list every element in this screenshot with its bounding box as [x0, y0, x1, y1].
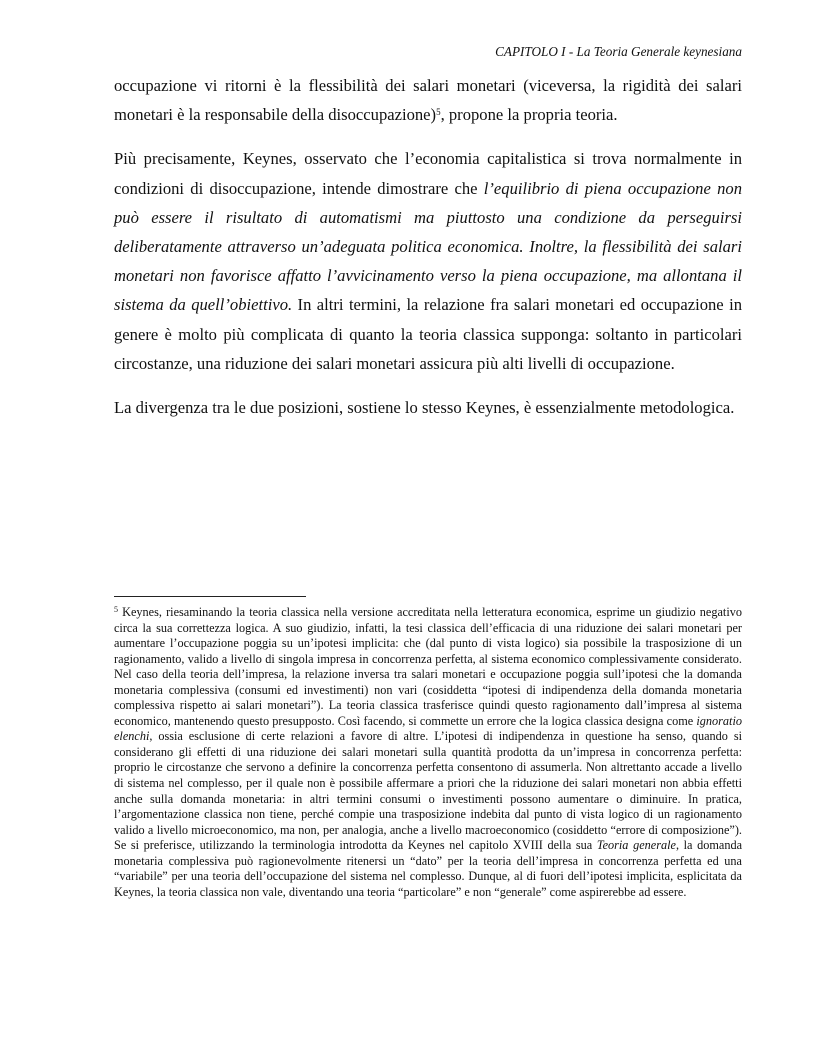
running-header: CAPITOLO I - La Teoria Generale keynesiana — [495, 44, 742, 59]
paragraph-2-emphasis: l’equilibrio di piena occupazione non può essere il risultato di automatismi ma piuttosto una condizione da perseguirsi deliberatamente attraverso un’adeguata politica economica. Inoltre, la flessibilità dei salari monetari non favorisce affatto l’avvicinamento verso la piena occupazione, ma allontana il sistema da quell’obiettivo. — [114, 178, 742, 315]
footnote-text: , ossia esclusione di certe relazioni a favore di altre. L’ipotesi di indipendenza in questione ha senso, quando si considerano gli effetti di una riduzione dei salari monetari sulla quantità prodotta da un’impresa in concorrenza perfetta: proprio le circostanze che servono a definire la concorrenza perfetta consentono di assumerla. Non altrettanto accade a livello di sistema nel complesso, per il quale non è possibile affermare a priori che la riduzione dei salari monetari non abbia effetti anche sulla domanda monetaria: in altri termini consumi o investimenti possono aumentare o diminuire. In pratica, l’argomentazione classica non tiene, perché compie una trasposizione indebita dal punto di vista logico di un ragionamento valido a livello microeconomico, ma non, per analogia, anche a livello macroeconomico (cosiddetto “errore di composizione”). Se si preferisce, utilizzando la terminologia introdotta da Keynes nel capitolo XVIII della sua — [114, 729, 742, 853]
paragraph-3: La divergenza tra le due posizioni, sostiene lo stesso Keynes, è essenzialmente metodologica. — [114, 398, 735, 418]
footnote-text: Keynes, riesaminando la teoria classica nella versione accreditata nella letteratura economica, esprime un giudizio negativo circa la sua correttezza logica. A suo giudizio, infatti, la tesi classica dell’efficacia di una riduzione dei salari monetari per aumentare l’occupazione poggia su un’ipotesi implicita: che (dal punto di vista logico) sia possibile la trasposizione di un ragionamento, valido a livello di singola impresa in concorrenza perfetta, al sistema economico complessivamente considerato. Nel caso della teoria dell’impresa, la relazione inversa tra salari monetari e occupazione poggia sull’ipotesi che la domanda monetaria complessiva (consumi ed investimenti) non vari (cosiddetta “ipotesi di indipendenza della domanda monetaria complessiva rispetto ai salari monetari”). La teoria classica trasferisce quindi questo ragionamento dall’impresa al sistema economico, mantenendo questo presupposto. Così facendo, si commette un errore che la logica classica designa come — [114, 605, 742, 728]
paragraph-1-text-end: , propone la propria teoria. — [440, 105, 618, 125]
footnote — [114, 605, 742, 900]
footnote-separator — [114, 596, 306, 597]
footnote-italic-term: ignoratio elenchi — [114, 713, 742, 744]
footnote-5 — [114, 605, 742, 900]
footnote-reference[interactable]: 5 — [436, 107, 441, 118]
paragraph-2-text-end: In altri termini, la relazione fra salari monetari ed occupazione in genere è molto più complicata di quanto la teoria classica supponga: soltanto in particolari circostanze, una riduzione dei salari monetari assicura più alti livelli di occupazione. — [114, 295, 742, 373]
paragraph-1 — [114, 71, 742, 129]
paragraph-2 — [114, 144, 742, 378]
footnote-book-title: Teoria generale — [596, 838, 676, 853]
main-text — [114, 71, 742, 437]
paragraph-1-text: occupazione vi ritorni è la flessibilità dei salari monetari (viceversa, la rigidità dei salari monetari è la responsabile della disoccupazione) — [114, 76, 742, 125]
footnote-text: , la domanda monetaria complessiva può ragionevolmente ritenersi un “dato” per la teoria dell’impresa in concorrenza perfetta ed una “variabile” per una teoria dell’occupazione del sistema nel complesso. Dunque, al di fuori dell’ipotesi implicita, esplicitata da Keynes, la teoria classica non vale, diventando una teoria “particolare” e non “generale” come aspirerebbe ad essere. — [114, 838, 743, 899]
footnote-number: 5 — [114, 605, 118, 614]
paragraph-2-text: Più precisamente, Keynes, osservato che l’economia capitalistica si trova normalmente in condizioni di disoccupazione, intende dimostrare che — [114, 149, 742, 198]
